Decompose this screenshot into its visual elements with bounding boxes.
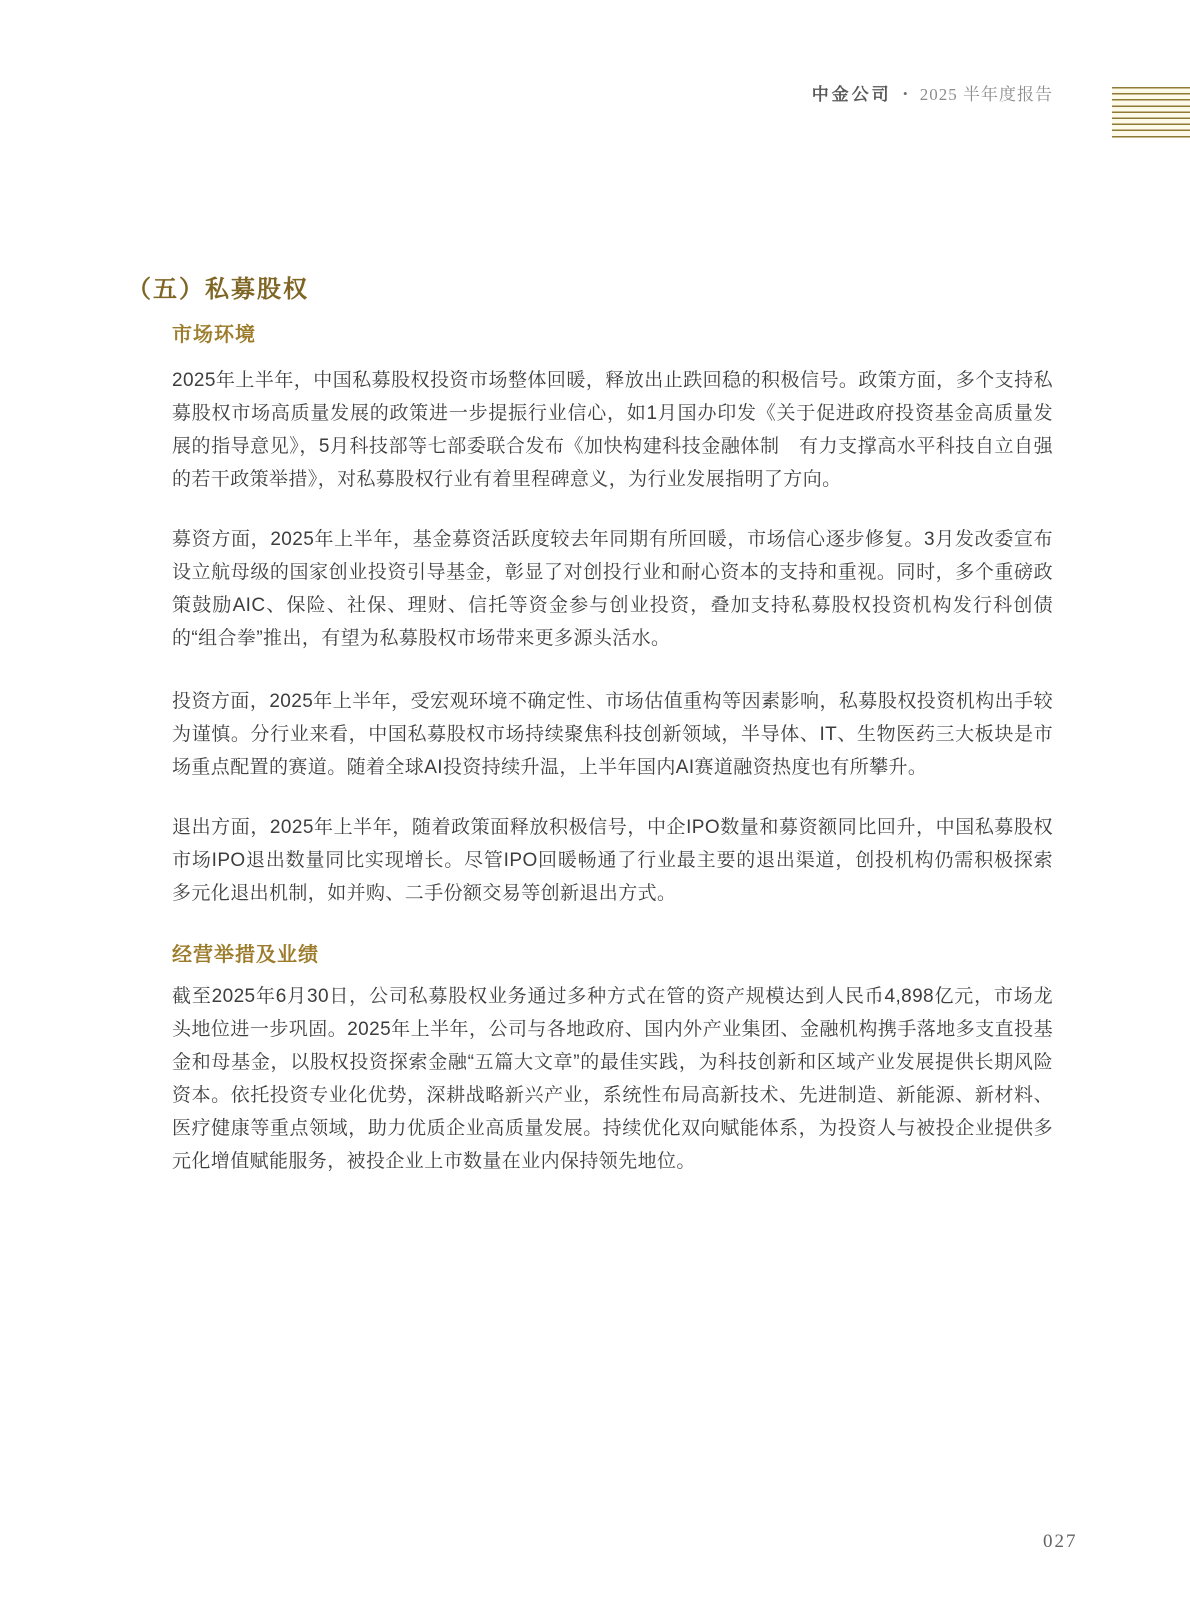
stripe-decoration: [1112, 87, 1190, 138]
section-title: （五）私募股权: [127, 276, 309, 303]
subheading-operations-results: 经营举措及业绩: [172, 944, 319, 966]
paragraph-investment: 投资方面，2025年上半年，受宏观环境不确定性、市场估值重构等因素影响，私募股权投资机构出手较为谨慎。分行业来看，中国私募股权市场持续聚焦科技创新领域，半导体、IT、生物医药三大板块是市场重点配置的赛道。随着全球AI投资持续升温，上半年国内AI赛道融资热度也有所攀升。: [172, 691, 1053, 778]
paragraph-policy: 2025年上半年，中国私募股权投资市场整体回暖，释放出止跌回稳的积极信号。政策方面，多个支持私募股权市场高质量发展的政策进一步提振行业信心，如1月国办印发《关于促进政府投资基金高质量发展的指导意见》，5月科技部等七部委联合发布《加快构建科技金融体制 有力支撑高水平科技自立自强的若干政策举措》，对私募股权行业有着里程碑意义，为行业发展指明了方向。: [172, 370, 1053, 490]
separator-dot-icon: •: [902, 86, 909, 101]
report-title: 2025 半年度报告: [919, 85, 1053, 104]
subheading-market-environment: 市场环境: [172, 324, 256, 346]
paragraph-exit: 退出方面，2025年上半年，随着政策面释放积极信号，中企IPO数量和募资额同比回升，中国私募股权市场IPO退出数量同比实现增长。尽管IPO回暖畅通了行业最主要的退出渠道，创投机构仍需积极探索多元化退出机制，如并购、二手份额交易等创新退出方式。: [172, 817, 1053, 904]
paragraph-fundraising: 募资方面，2025年上半年，基金募资活跃度较去年同期有所回暖，市场信心逐步修复。3月发改委宣布设立航母级的国家创业投资引导基金，彰显了对创投行业和耐心资本的支持和重视。同时，多个重磅政策鼓励AIC、保险、社保、理财、信托等资金参与创业投资，叠加支持私募股权投资机构发行科创债的“组合拳”推出，有望为私募股权市场带来更多源头活水。: [172, 529, 1053, 649]
company-name: 中金公司: [811, 85, 892, 104]
paragraph-operations: 截至2025年6月30日，公司私募股权业务通过多种方式在管的资产规模达到人民币4,898亿元，市场龙头地位进一步巩固。2025年上半年，公司与各地政府、国内外产业集团、金融机构携手落地多支直投基金和母基金，以股权投资探索金融“五篇大文章”的最佳实践，为科技创新和区域产业发展提供长期风险资本。依托投资专业化优势，深耕战略新兴产业，系统性布局高新技术、先进制造、新能源、新材料、医疗健康等重点领域，助力优质企业高质量发展。持续优化双向赋能体系，为投资人与被投企业提供多元化增值赋能服务，被投企业上市数量在业内保持领先地位。: [172, 986, 1053, 1172]
main-content: [127, 0, 1053, 1178]
page-number: 027: [1043, 1531, 1078, 1552]
